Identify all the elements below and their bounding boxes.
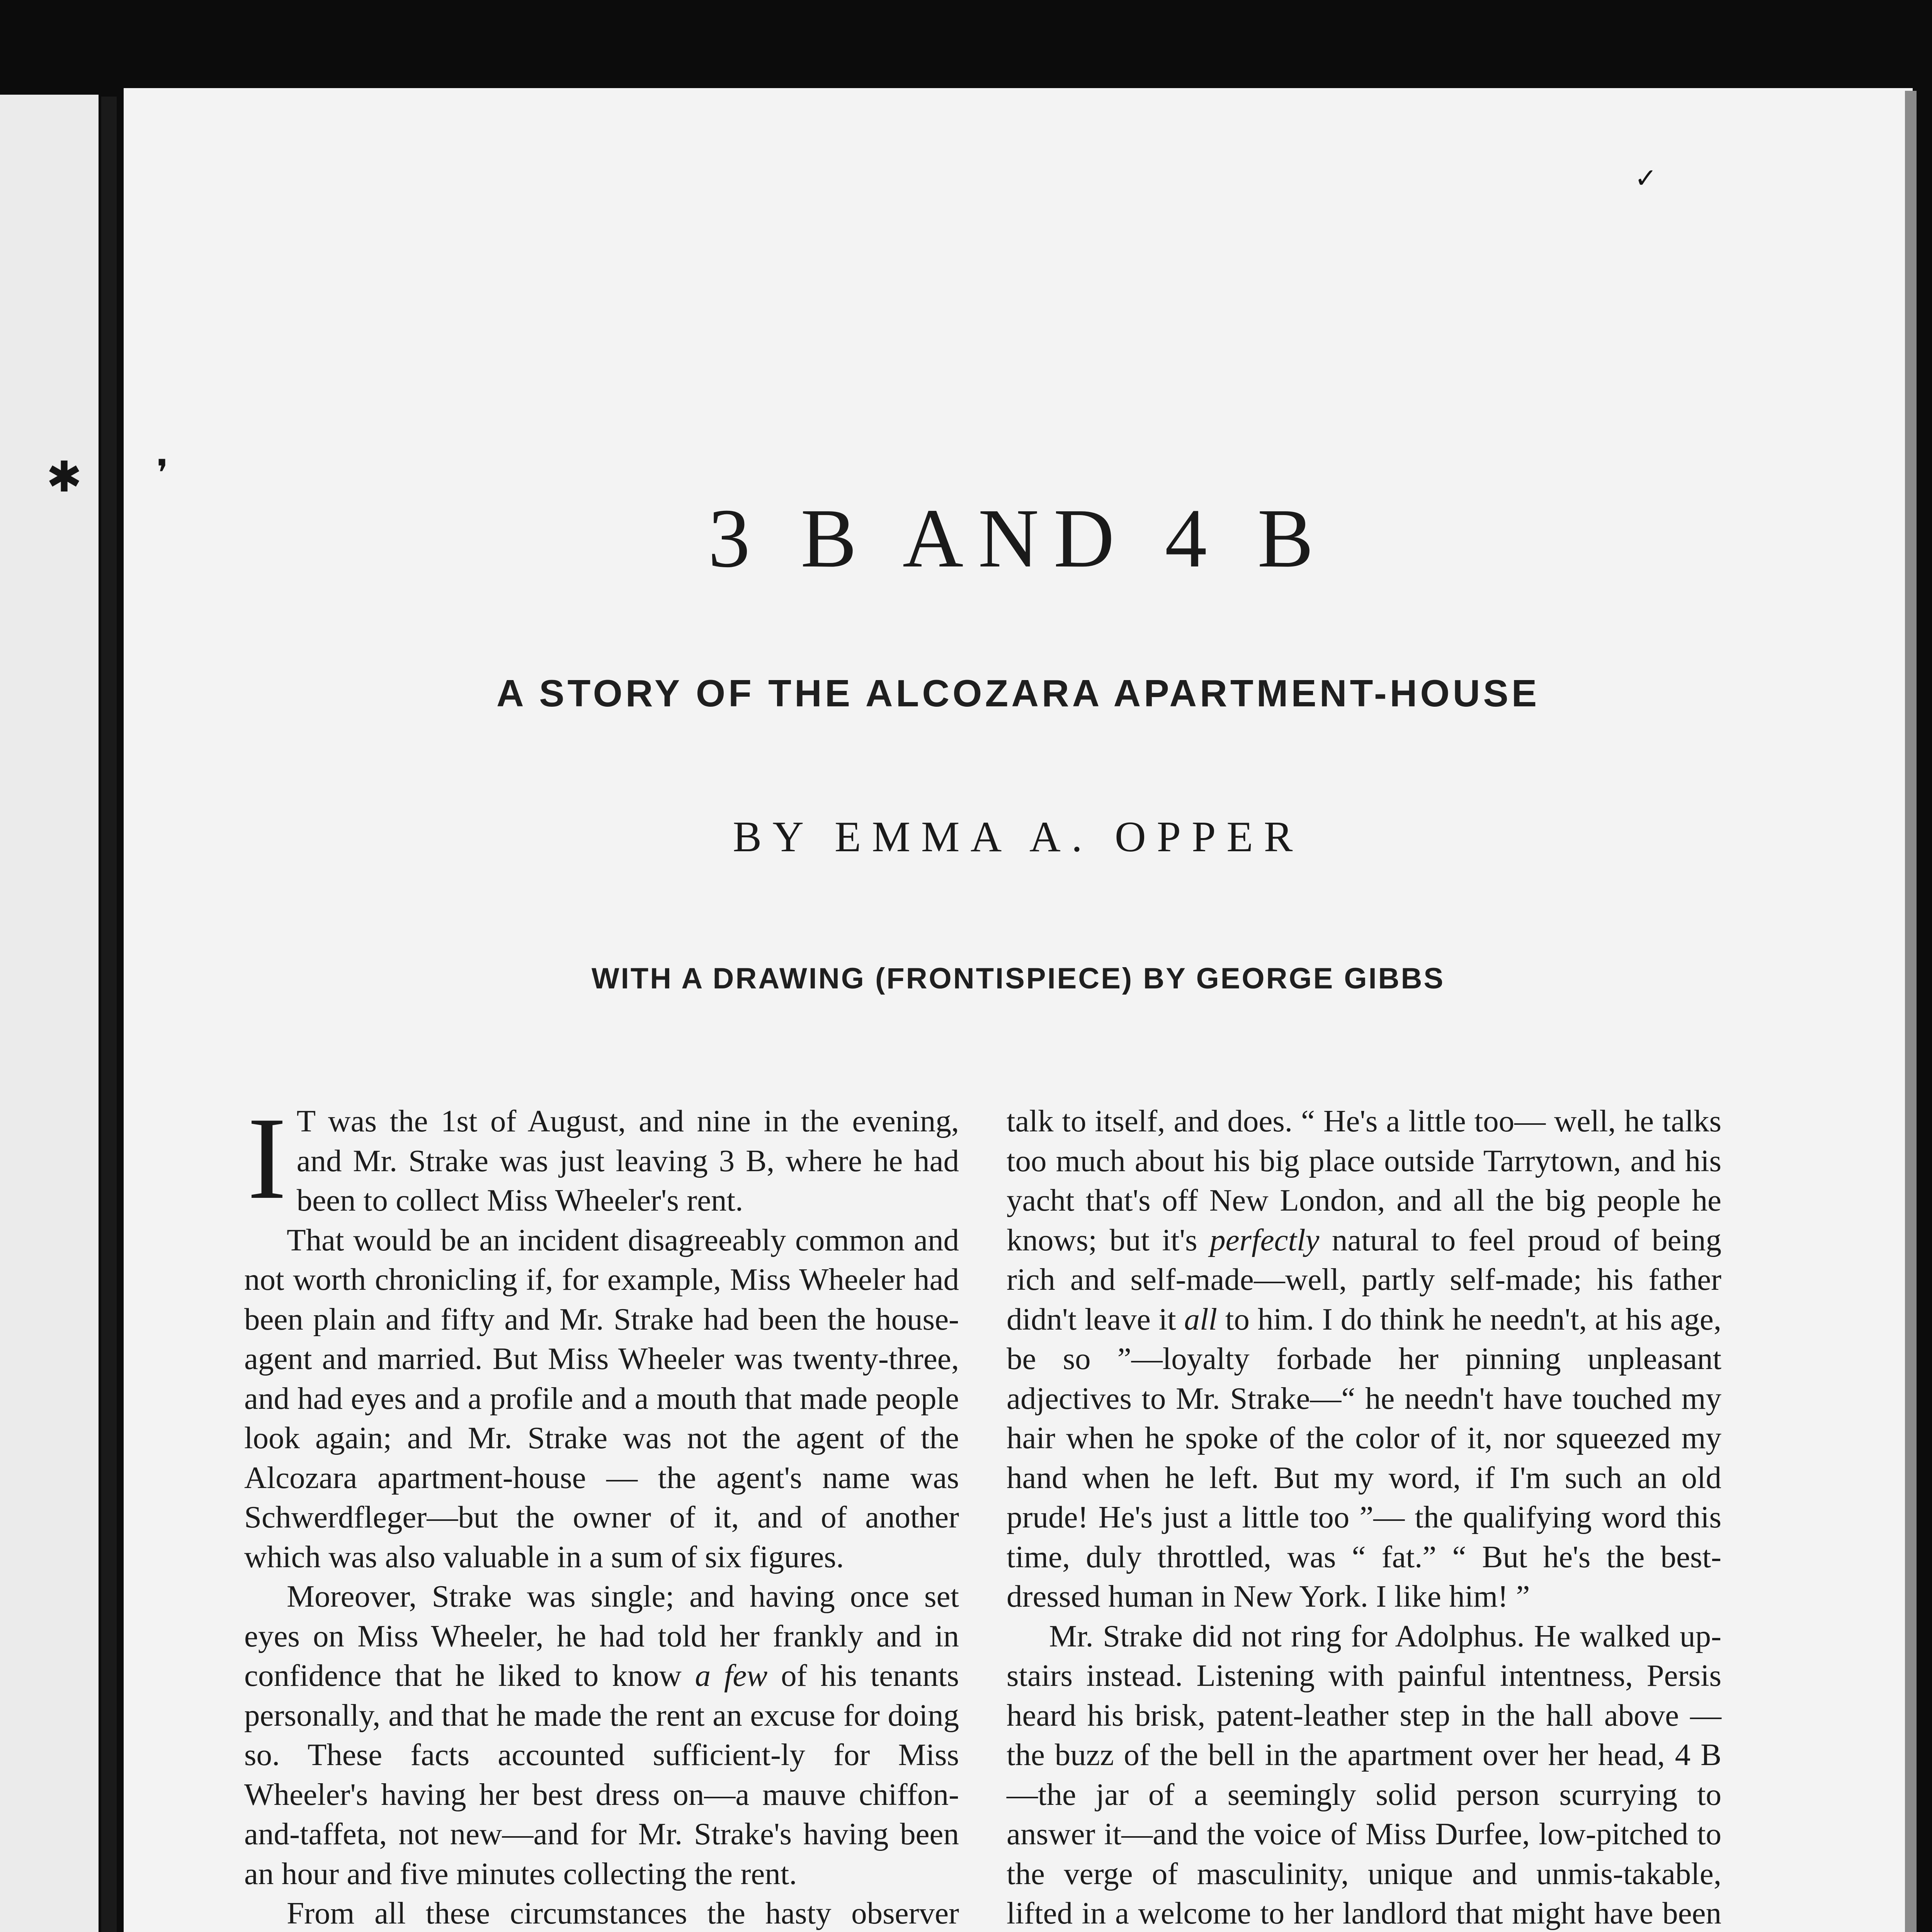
paragraph: I T was the 1st of August, and nine in the evening, and Mr. Strake was just leaving 3 B, where he had been to collect Miss Wheeler's rent. [247,1093,959,1223]
page-gutter [101,97,117,1932]
article-subtitle: A STORY OF THE ALCOZARA APARTMENT-HOUSE [496,672,1540,714]
article-title: 3 B AND 4 B [708,492,1328,585]
text-column-left [244,1093,959,1932]
illustration-credit: WITH A DRAWING (FRONTISPIECE) BY GEORGE GIBBS [591,962,1445,995]
paragraph: talk to itself, and does. “ He's a little too— well, he talks too much about his big place outside Tarrytown, and his yacht that's off New London, and all the big people he knows; but it's perfectly natural to feel proud of being rich and self-made—well, partly self-made; his father didn't leave it all to him. I do think he needn't, at his age, be so ”—loyalty forbade her pinning unpleasant adjectives to Mr. Strake—“ he needn't have touched my hair when he spoke of the color of it, nor squeezed my hand when he left. But my word, if I'm such an old prude! He's just a little too ”— the qualifying word this time, duly throttled, was “ fat.” “ But he's the best-dressed human in New York. I like him! ” [1007,1104,1721,1614]
facing-page-edge [0,95,99,1932]
paragraph: From all these circumstances the hasty observer [287,1896,959,1930]
page-speck: ✱ [46,452,82,502]
page-speck: ✓ [1634,162,1657,194]
paragraph: Mr. Strake did not ring for Adolphus. He walked up-stairs instead. Listening with painful intentness, Persis heard his brisk, patent-leather step in the hall above —the buzz of the bell in the apartment over her head, 4 B—the jar of a seemingly solid person scurrying to answer it—and the voice of Miss Durfee, low-pitched to the verge of masculinity, unique and unmis-takable, lifted in a welcome to her landlord that might have been [1007,1618,1721,1930]
page-right-edge-shadow [1905,91,1917,1932]
paragraph: That would be an incident disagreeably common and not worth chronicling if, for example, Miss Wheeler had been plain and fifty and Mr. Strake had been the house-agent and married. But Miss Wheeler was twenty-three, and had eyes and a profile and a mouth that made people look again; and Mr. Strake was not the agent of the Alcozara apartment-house — the agent's name was Schwerdfleger—but the owner of it, and of another which was also valuable in a sum of six figures. [244,1222,959,1574]
paragraph: Moreover, Strake was single; and having once set eyes on Miss Wheeler, he had told her frankly and in confidence that he liked to know a few of his tenants personally, and that he made the rent an excuse for doing so. These facts accounted sufficient-ly for Miss Wheeler's having her best dress on—a mauve chiffon-and-taffeta, not new—and for Mr. Strake's having been an hour and five minutes collecting the rent. [244,1579,959,1891]
author-byline: BY EMMA A. OPPER [733,813,1304,861]
text-column-right [1007,1101,1721,1932]
page-speck: ❜ [156,452,168,495]
drop-cap: I [247,1093,287,1223]
